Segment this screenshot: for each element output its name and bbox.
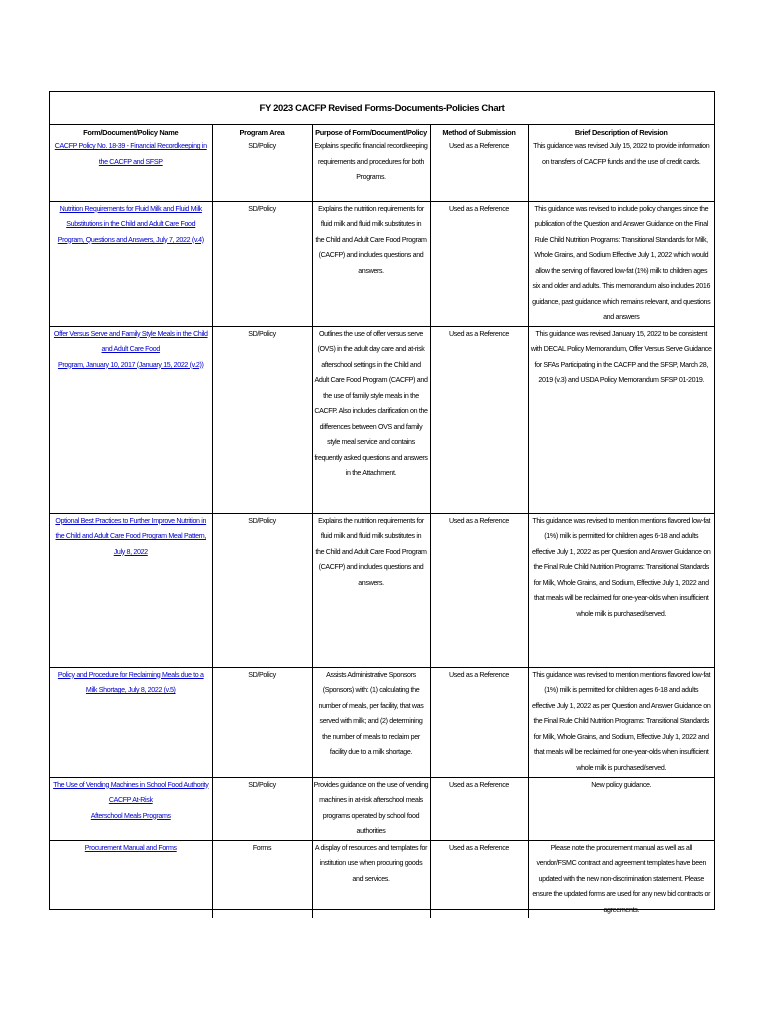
cell-text-line: SD/Policy bbox=[248, 516, 276, 525]
cell-method bbox=[430, 667, 528, 777]
cell-document-name bbox=[50, 326, 212, 513]
cell-document-name bbox=[50, 840, 212, 918]
cell-text-line: (Sponsors) with: (1) calculating the bbox=[322, 686, 420, 694]
cell-text-line: This guidance was revised January 15, 2022 to be consistent bbox=[535, 329, 707, 338]
cell-text-line: for Milk, Whole Grains, and Sodium, Effective July 1, 2022 and bbox=[533, 578, 709, 587]
cell-method bbox=[430, 139, 528, 201]
cell-text-line: Used as a Reference bbox=[449, 142, 509, 150]
header-name: Form/Document/Policy Name bbox=[83, 127, 179, 137]
cell-text-line: Explains the nutrition requirements for bbox=[318, 204, 424, 213]
cell-program-area bbox=[212, 201, 312, 326]
cell-purpose bbox=[312, 777, 430, 840]
cell-document-name bbox=[50, 513, 212, 667]
table-row bbox=[50, 201, 714, 326]
cell-text-line: programs operated by school food bbox=[322, 811, 420, 820]
cell-revision bbox=[528, 326, 714, 513]
cell-text-line: This guidance was revised July 15, 2022 to provide information bbox=[533, 142, 710, 150]
cell-text-line: for Milk, Whole Grains, and Sodium, Effective July 1, 2022 and bbox=[533, 732, 709, 741]
cell-text-line: with DECAL Policy Memorandum, Offer Versus Serve Guidance bbox=[530, 345, 712, 353]
cell-text-line: number of meals, per facility, that was bbox=[318, 701, 424, 710]
cell-text-line: Used as a Reference bbox=[449, 516, 509, 525]
cell-text-line: Whole Grains, and Sodium Effective July 1, 2022 which would bbox=[534, 251, 709, 259]
cell-text-line: (CACFP) and includes questions and bbox=[318, 251, 424, 259]
cell-program-area bbox=[212, 139, 312, 201]
cell-revision bbox=[528, 667, 714, 777]
cell-purpose bbox=[312, 667, 430, 777]
table-row bbox=[50, 513, 714, 667]
cell-text-line: machines in at-risk afterschool meals bbox=[319, 796, 423, 804]
cell-text-line: This guidance was revised to include policy changes since the bbox=[534, 204, 709, 213]
cell-text-line: Programs. bbox=[356, 173, 386, 181]
document-link[interactable]: the Child and Adult Care Food Program Meal Pattern, bbox=[55, 532, 207, 540]
cell-program-area bbox=[212, 840, 312, 918]
cell-text-line: Used as a Reference bbox=[449, 670, 509, 679]
document-link[interactable]: the CACFP and SFSP bbox=[98, 157, 163, 166]
document-link[interactable]: and Adult Care Food bbox=[101, 345, 160, 353]
cell-program-area bbox=[212, 513, 312, 667]
document-link[interactable]: Procurement Manual and Forms bbox=[84, 843, 177, 852]
table-row bbox=[50, 139, 714, 201]
cell-text-line: authorities bbox=[356, 827, 386, 835]
cell-text-line: (1%) milk is permitted for children ages 6-18 and adults bbox=[544, 686, 699, 694]
cell-method bbox=[430, 201, 528, 326]
cell-text-line: for SFAs Participating in the CACFP and the SFSP, March 28, bbox=[534, 360, 708, 369]
cell-text-line: (OVS) in the adult day care and at-risk bbox=[317, 345, 425, 353]
cell-text-line: (CACFP) and includes questions and bbox=[318, 563, 424, 571]
cell-text-line: afterschool settings in the Child and bbox=[321, 360, 421, 369]
document-link[interactable]: CACFP Policy No. 18-39 - Financial Recordkeeping in bbox=[54, 142, 207, 150]
header-area: Program Area bbox=[212, 125, 312, 139]
cell-purpose bbox=[312, 513, 430, 667]
document-link[interactable]: Offer Versus Serve and Family Style Meals in the Child bbox=[53, 329, 208, 338]
document-link[interactable]: The Use of Vending Machines in School Food Authority bbox=[53, 780, 209, 789]
cell-text-line: the use of family style meals in the bbox=[323, 391, 419, 400]
cell-text-line: answers. bbox=[358, 266, 384, 275]
table-row bbox=[50, 667, 714, 777]
cell-text-line: This guidance was revised to mention mentions flavored low-fat bbox=[532, 670, 711, 679]
cell-document-name bbox=[50, 139, 212, 201]
cell-method bbox=[430, 840, 528, 918]
cell-text-line: and answers bbox=[603, 313, 640, 321]
cell-text-line: vendor/FSMC contract and agreement templates have been bbox=[536, 859, 707, 867]
header-purpose: Purpose of Form/Document/Policy bbox=[312, 125, 430, 139]
cell-text-line: ensure the updated forms are used for any new bid contracts or bbox=[532, 890, 711, 898]
cell-text-line: fluid milk and fluid milk substitutes in bbox=[320, 532, 422, 540]
cell-text-line: effective July 1, 2022 as per Question and Answer Guidance on bbox=[532, 701, 711, 710]
cell-text-line: Adult Care Food Program (CACFP) and bbox=[314, 376, 428, 384]
cell-purpose bbox=[312, 326, 430, 513]
cell-text-line: guidance, past guidance which remains relevant, and questions bbox=[532, 297, 711, 306]
cell-text-line: (1%) milk is permitted for children ages 6-18 and adults bbox=[544, 532, 699, 540]
cell-text-line: that meals will be reclaimed for one-year-olds when insufficient bbox=[533, 594, 709, 602]
cell-revision bbox=[528, 201, 714, 326]
cell-text-line: SD/Policy bbox=[248, 670, 276, 679]
cell-revision bbox=[528, 513, 714, 667]
document-link[interactable]: Policy and Procedure for Reclaiming Meals due to a bbox=[57, 670, 204, 679]
cell-program-area bbox=[212, 777, 312, 840]
cell-text-line: and services. bbox=[352, 874, 390, 883]
cell-purpose bbox=[312, 139, 430, 201]
cell-text-line: the number of meals to reclaim per bbox=[322, 732, 420, 741]
cell-text-line: CACFP. Also includes clarification on the bbox=[314, 407, 428, 415]
cell-text-line: This guidance was revised to mention mentions flavored low-fat bbox=[532, 516, 711, 525]
cell-text-line: allow the serving of flavored low-fat (1%) milk to children ages bbox=[535, 266, 708, 275]
cell-text-line: Explains the nutrition requirements for bbox=[318, 516, 424, 525]
document-link[interactable]: Afterschool Meals Programs bbox=[90, 811, 171, 820]
cell-text-line: the Final Rule Child Nutrition Programs: Transitional Standards bbox=[533, 563, 709, 571]
cell-revision bbox=[528, 139, 714, 201]
document-link[interactable]: Milk Shortage, July 8, 2022 (v.5) bbox=[85, 686, 176, 694]
cell-document-name bbox=[50, 201, 212, 326]
cell-document-name bbox=[50, 667, 212, 777]
document-link[interactable]: July 8, 2022 bbox=[113, 547, 148, 556]
cell-method bbox=[430, 513, 528, 667]
cell-text-line: facility due to a milk shortage. bbox=[329, 748, 413, 756]
cell-program-area bbox=[212, 326, 312, 513]
cell-text-line: Used as a Reference bbox=[449, 329, 509, 338]
cell-text-line: Used as a Reference bbox=[449, 204, 509, 213]
table-row bbox=[50, 840, 714, 918]
page-title: FY 2023 CACFP Revised Forms-Documents-Policies Chart bbox=[50, 92, 714, 125]
cell-document-name bbox=[50, 777, 212, 840]
header-row bbox=[50, 125, 714, 139]
header-method: Method of Submission bbox=[430, 125, 528, 139]
cell-text-line: served with milk; and (2) determining bbox=[319, 717, 423, 725]
table-row bbox=[50, 777, 714, 840]
cell-text-line: Used as a Reference bbox=[449, 780, 509, 789]
table-row bbox=[50, 326, 714, 513]
cell-text-line: whole milk is purchased/served. bbox=[576, 763, 667, 772]
cell-text-line: six and older and adults. This memorandum also includes 2016 bbox=[532, 282, 711, 290]
cell-text-line: SD/Policy bbox=[248, 329, 276, 338]
document-link[interactable]: CACFP At-Risk bbox=[108, 796, 153, 804]
cell-text-line: whole milk is purchased/served. bbox=[576, 609, 667, 618]
document-link[interactable]: Program, January 10, 2017 (January 15, 2022 (v.2)) bbox=[57, 360, 204, 369]
cell-text-line: SD/Policy bbox=[248, 204, 276, 213]
cell-text-line: style meal service and contains bbox=[327, 438, 415, 446]
cell-text-line: the Final Rule Child Nutrition Programs: Transitional Standards bbox=[533, 717, 709, 725]
cell-method bbox=[430, 326, 528, 513]
cell-revision bbox=[528, 840, 714, 918]
cell-text-line: SD/Policy bbox=[248, 142, 276, 150]
cell-text-line: Forms bbox=[252, 843, 272, 852]
document-link[interactable]: Substitutions in the Child and Adult Care Food bbox=[66, 220, 196, 228]
cell-text-line: Provides guidance on the use of vending bbox=[313, 780, 429, 789]
cell-text-line: requirements and procedures for both bbox=[317, 157, 425, 166]
cell-text-line: New policy guidance. bbox=[591, 780, 652, 789]
policy-chart bbox=[49, 91, 715, 914]
cell-text-line: the Child and Adult Care Food Program bbox=[315, 547, 427, 556]
cell-text-line: Outlines the use of offer versus serve bbox=[318, 329, 424, 338]
cell-text-line: updated with the new non-discrimination statement. Please bbox=[538, 874, 704, 883]
cell-text-line: fluid milk and fluid milk substitutes in bbox=[320, 220, 422, 228]
policy-table bbox=[50, 125, 714, 918]
cell-method bbox=[430, 777, 528, 840]
cell-text-line: institution use when procuring goods bbox=[319, 859, 423, 867]
cell-text-line: on transfers of CACFP funds and the use of credit cards. bbox=[542, 157, 701, 166]
document-link[interactable]: Nutrition Requirements for Fluid Milk and Fluid Milk bbox=[59, 204, 202, 213]
cell-purpose bbox=[312, 840, 430, 918]
cell-text-line: that meals will be reclaimed for one-year-olds when insufficient bbox=[533, 748, 709, 756]
cell-text-line: A display of resources and templates for bbox=[314, 843, 428, 852]
cell-text-line: Used as a Reference bbox=[449, 843, 509, 852]
header-revision: Brief Description of Revision bbox=[528, 125, 714, 139]
document-link[interactable]: Optional Best Practices to Further Improve Nutrition in bbox=[55, 516, 207, 525]
cell-text-line: answers. bbox=[358, 578, 384, 587]
cell-text-line: agreements. bbox=[603, 905, 640, 914]
cell-text-line: the Child and Adult Care Food Program bbox=[315, 235, 427, 244]
cell-text-line: Rule Child Nutrition Programs: Transitional Standards for Milk, bbox=[534, 235, 708, 244]
cell-text-line: in the Attachment. bbox=[345, 469, 397, 477]
cell-text-line: Assists Administrative Sponsors bbox=[326, 670, 416, 679]
cell-text-line: effective July 1, 2022 as per Question and Answer Guidance on bbox=[532, 547, 711, 556]
cell-revision bbox=[528, 777, 714, 840]
cell-text-line: SD/Policy bbox=[248, 780, 276, 789]
cell-text-line: 2019 (v.3) and USDA Policy Memorandum SFSP 01-2019. bbox=[538, 376, 705, 384]
cell-text-line: Explains specific financial recordkeeping bbox=[314, 142, 428, 150]
cell-text-line: differences between OVS and family bbox=[319, 422, 423, 431]
cell-text-line: publication of the Question and Answer Guidance on the Final bbox=[534, 220, 708, 228]
cell-program-area bbox=[212, 667, 312, 777]
cell-text-line: Please note the procurement manual as well as all bbox=[550, 843, 692, 852]
document-link[interactable]: Program, Questions and Answers, July 7, 2022 (v.4) bbox=[57, 235, 204, 244]
cell-text-line: frequently asked questions and answers bbox=[314, 453, 428, 462]
cell-purpose bbox=[312, 201, 430, 326]
